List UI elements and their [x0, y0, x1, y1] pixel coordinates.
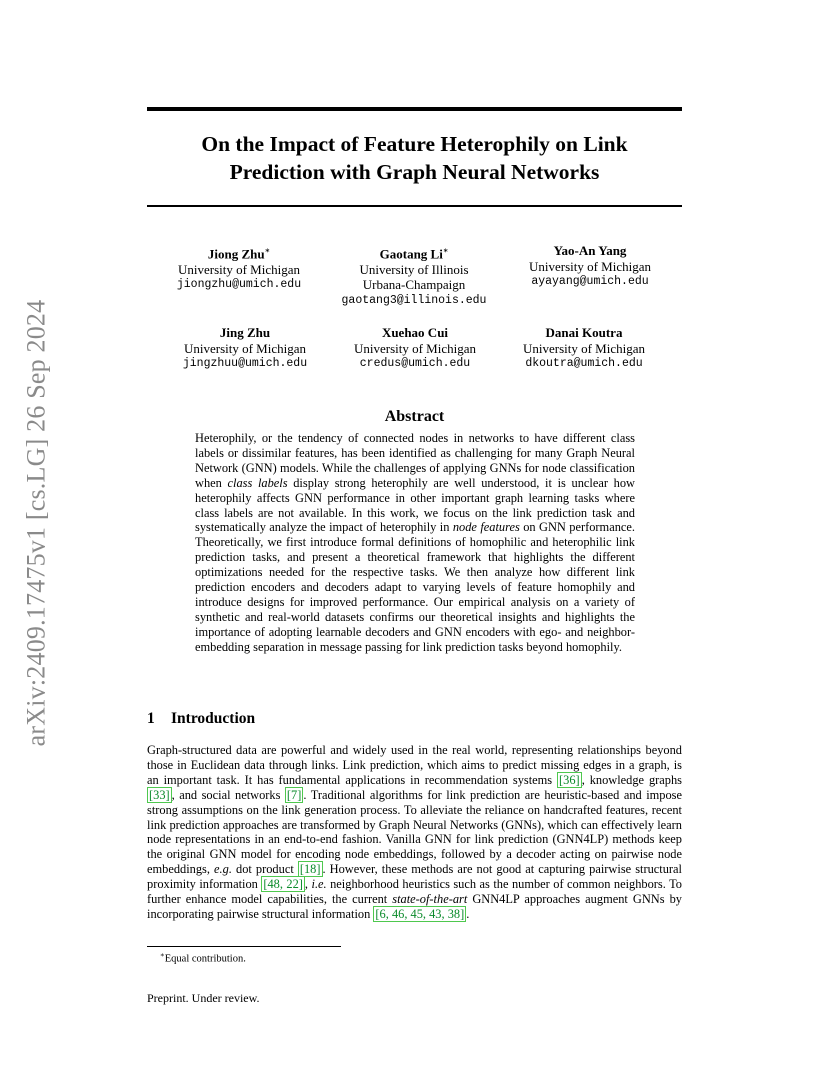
title-rule-top [147, 107, 682, 111]
author-affiliation: University of Michigan [183, 340, 307, 356]
emphasis: class labels [227, 475, 288, 490]
footnote-mark: ∗ [160, 951, 165, 959]
citation-link[interactable]: [48, 22] [263, 877, 303, 892]
citation-link[interactable]: [33] [149, 787, 170, 802]
author-block [329, 243, 499, 308]
equal-contribution-mark: ∗ [264, 246, 271, 255]
author-affiliation: University of Michigan [522, 340, 646, 356]
emphasis: node features [452, 520, 520, 535]
author-block [499, 325, 669, 372]
author-affiliation: University of Michigan [528, 258, 652, 274]
author-email[interactable]: ayayang@umich.edu [531, 275, 649, 288]
author-name: Danai Koutra [545, 325, 623, 340]
author-email[interactable]: jingzhuu@umich.edu [182, 357, 308, 370]
author-affiliation-line-2: Urbana-Champaign [362, 277, 466, 293]
abstract-heading: Abstract [384, 408, 445, 425]
citation-link[interactable]: [7] [286, 787, 302, 802]
author-name: Jing Zhu [219, 325, 271, 340]
emphasis: state-of-the-art [392, 892, 468, 907]
section-heading [147, 710, 255, 728]
author-block [505, 243, 675, 290]
title-rule-bottom [147, 205, 682, 207]
author-email[interactable]: credus@umich.edu [359, 357, 471, 370]
author-affiliation: University of Michigan [177, 261, 301, 277]
introduction-paragraph: Graph-structured data are powerful and widely used in the real world, representing relationships beyond those in Euclidean data through links. Link prediction, which aims to predict missing edges in a graph, is an important task. It has fundamental applications in recommendation systems [36] , knowledge graphs [33] , and social networks [7] . Traditional algorithms for link prediction are heuristic-based and impose strong assumptions on the link generation process. To alleviate the reliance on handcrafted features, recent link prediction approaches are transformed by Graph Neural Networks (GNNs), which can effectively learn node representations in an end-to-end fashion. Vanilla GNN for link prediction (GNN4LP) methods keep the original GNN model for encoding node embeddings, followed by a decoder acting on pairwise node embeddings, e.g. dot product [18] . However, these methods are not good at capturing pairwise structural proximity information [48, 22] , i.e. neighborhood heuristics such as the number of common neighbors. To further enhance model capabilities, the current state-of-the-art GNN4LP approaches augment GNNs by incorporating pairwise structural information [6, 46, 45, 43, 38] . [147, 743, 682, 921]
arxiv-id: arXiv:2409.17475v1 [cs.LG] 26 Sep 2024 [21, 299, 50, 747]
author-affiliation: University of Illinois [359, 261, 469, 277]
citation-link[interactable]: [18] [299, 862, 321, 877]
section-title: Introduction [171, 710, 256, 727]
citation-link[interactable]: [36] [559, 772, 580, 787]
author-name: Gaotang Li [379, 246, 443, 262]
author-email[interactable]: gaotang3@illinois.edu [341, 293, 487, 307]
paper-title [147, 130, 682, 186]
author-block [154, 243, 324, 293]
author-name: Yao-An Yang [553, 243, 627, 258]
footnote-text: Equal contribution. [164, 953, 246, 965]
author-affiliation: University of Michigan [353, 340, 477, 356]
author-block [160, 325, 330, 372]
author-name: Xuehao Cui [381, 325, 449, 340]
author-block [330, 325, 500, 372]
citation-link[interactable]: [6, 46, 45, 43, 38] [375, 906, 465, 921]
section-number: 1 [147, 710, 155, 727]
footnote [160, 951, 246, 965]
equal-contribution-mark: ∗ [442, 246, 449, 255]
emphasis: e.g. [214, 862, 232, 877]
preprint-notice: Preprint. Under review. [147, 991, 260, 1005]
title-line-2: Prediction with Graph Neural Networks [229, 160, 600, 184]
title-line-1: On the Impact of Feature Heterophily on Link [201, 132, 628, 156]
author-name: Jiong Zhu [207, 246, 265, 262]
author-email[interactable]: jiongzhu@umich.edu [176, 278, 302, 292]
arxiv-side-label [20, 288, 52, 758]
abstract-text: Heterophily, or the tendency of connected nodes in networks to have different class labels or dissimilar features, has been identified as challenging for many Graph Neural Network (GNN) models. While the challenges of applying GNNs for node classification when class labels display strong heterophily are well understood, it is unclear how heterophily affects GNN performance in other important graph learning tasks where class labels are not available. In this work, we focus on the link prediction task and systematically analyze the impact of heterophily in node features on GNN performance. Theoretically, we first introduce formal definitions of homophilic and heterophilic link prediction tasks, and present a theoretical framework that highlights the different optimizations needed for the respective tasks. We then analyze how different link prediction encoders and decoders adapt to varying levels of feature homophily and introduce designs for improved performance. Our empirical analysis on a variety of synthetic and real-world datasets confirms our theoretical insights and highlights the importance of adopting learnable decoders and GNN encoders with ego- and neighbor-embedding separation in message passing for link prediction tasks beyond homophily. [195, 431, 635, 654]
emphasis: i.e. [311, 877, 327, 892]
author-email[interactable]: dkoutra@umich.edu [525, 357, 643, 370]
footnote-rule [147, 946, 341, 947]
